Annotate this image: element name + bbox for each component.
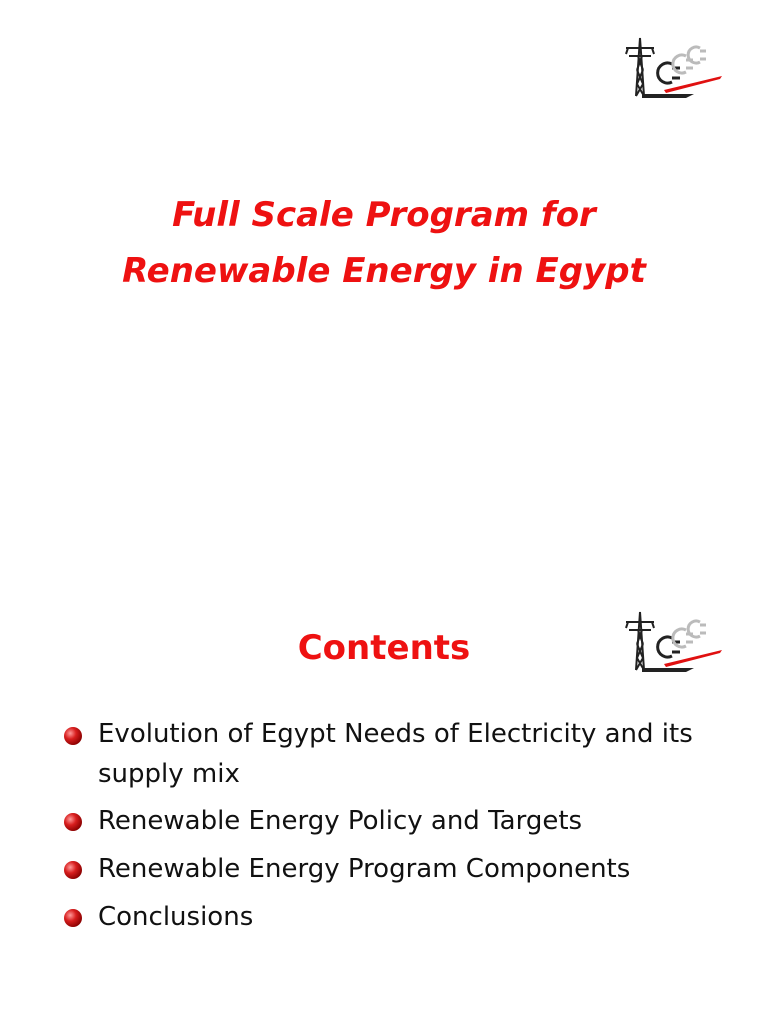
list-item-text: Renewable Energy Policy and Targets bbox=[98, 806, 583, 836]
contents-heading: Contents bbox=[297, 628, 471, 668]
title-line-1: Full Scale Program for bbox=[172, 195, 596, 235]
contents-list bbox=[64, 714, 724, 944]
list-item bbox=[64, 714, 724, 794]
red-sphere-bullet-icon bbox=[64, 861, 82, 879]
list-item-text: Renewable Energy Program Components bbox=[98, 854, 631, 884]
power-tower-plug-logo-icon bbox=[624, 34, 724, 100]
list-item-text: Evolution of Egypt Needs of Electricity and its supply mix bbox=[98, 719, 693, 789]
slide-title bbox=[0, 187, 768, 299]
red-sphere-bullet-icon bbox=[64, 909, 82, 927]
list-item bbox=[64, 896, 724, 938]
title-line-2: Renewable Energy in Egypt bbox=[122, 251, 646, 291]
list-item bbox=[64, 848, 724, 890]
list-item-text: Conclusions bbox=[98, 902, 254, 932]
red-sphere-bullet-icon bbox=[64, 727, 82, 745]
red-sphere-bullet-icon bbox=[64, 813, 82, 831]
list-item bbox=[64, 800, 724, 842]
